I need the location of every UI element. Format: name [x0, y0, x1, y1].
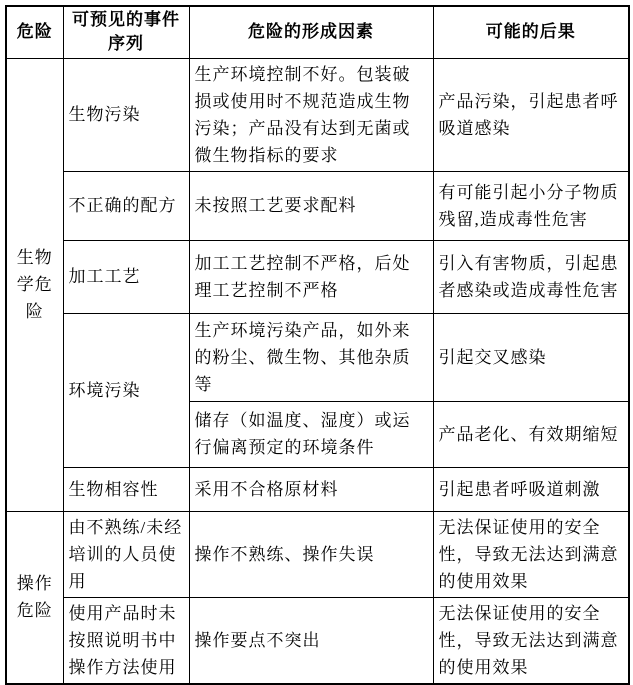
- event-cell: 生物相容性: [63, 467, 189, 511]
- hazard-category-biological: 生物学危险: [6, 58, 63, 511]
- factor-cell: 操作不熟练、操作失误: [189, 511, 433, 597]
- event-cell: 加工工艺: [63, 240, 189, 313]
- hazard-analysis-table: [5, 5, 630, 685]
- table-row: [6, 240, 629, 313]
- table-row: [6, 58, 629, 171]
- factor-cell: 操作要点不突出: [189, 597, 433, 684]
- column-header-event-sequence: 可预见的事件序列: [63, 6, 189, 58]
- consequence-cell: 引起交叉感染: [433, 313, 629, 401]
- column-header-formation-factors: 危险的形成因素: [189, 6, 433, 58]
- consequence-cell: 产品污染，引起患者呼吸道感染: [433, 58, 629, 171]
- table-row: [6, 597, 629, 684]
- header-row: [6, 6, 629, 58]
- table-row: [6, 171, 629, 240]
- factor-cell: 未按照工艺要求配料: [189, 171, 433, 240]
- factor-cell: 加工工艺控制不严格，后处理工艺控制不严格: [189, 240, 433, 313]
- factor-cell: 采用不合格原材料: [189, 467, 433, 511]
- consequence-cell: 引入有害物质，引起患者感染或造成毒性危害: [433, 240, 629, 313]
- table-row: [6, 467, 629, 511]
- consequence-cell: 引起患者呼吸道刺激: [433, 467, 629, 511]
- event-cell: 使用产品时未按照说明书中操作方法使用: [63, 597, 189, 684]
- table-row: [6, 313, 629, 401]
- consequence-cell: 无法保证使用的安全性，导致无法达到满意的使用效果: [433, 597, 629, 684]
- column-header-consequences: 可能的后果: [433, 6, 629, 58]
- factor-cell: 储存（如温度、湿度）或运行偏离预定的环境条件: [189, 401, 433, 467]
- table-row: [6, 511, 629, 597]
- factor-cell: 生产环境控制不好。包装破损或使用时不规范造成生物污染；产品没有达到无菌或微生物指标的要求: [189, 58, 433, 171]
- consequence-cell: 产品老化、有效期缩短: [433, 401, 629, 467]
- event-cell: 由不熟练/未经培训的人员使用: [63, 511, 189, 597]
- event-cell: 不正确的配方: [63, 171, 189, 240]
- column-header-hazard: 危险: [6, 6, 63, 58]
- consequence-cell: 无法保证使用的安全性，导致无法达到满意的使用效果: [433, 511, 629, 597]
- hazard-category-operational: 操作危险: [6, 511, 63, 684]
- event-cell-environmental-pollution: 环境污染: [63, 313, 189, 467]
- factor-cell: 生产环境污染产品，如外来的粉尘、微生物、其他杂质等: [189, 313, 433, 401]
- event-cell: 生物污染: [63, 58, 189, 171]
- consequence-cell: 有可能引起小分子物质残留,造成毒性危害: [433, 171, 629, 240]
